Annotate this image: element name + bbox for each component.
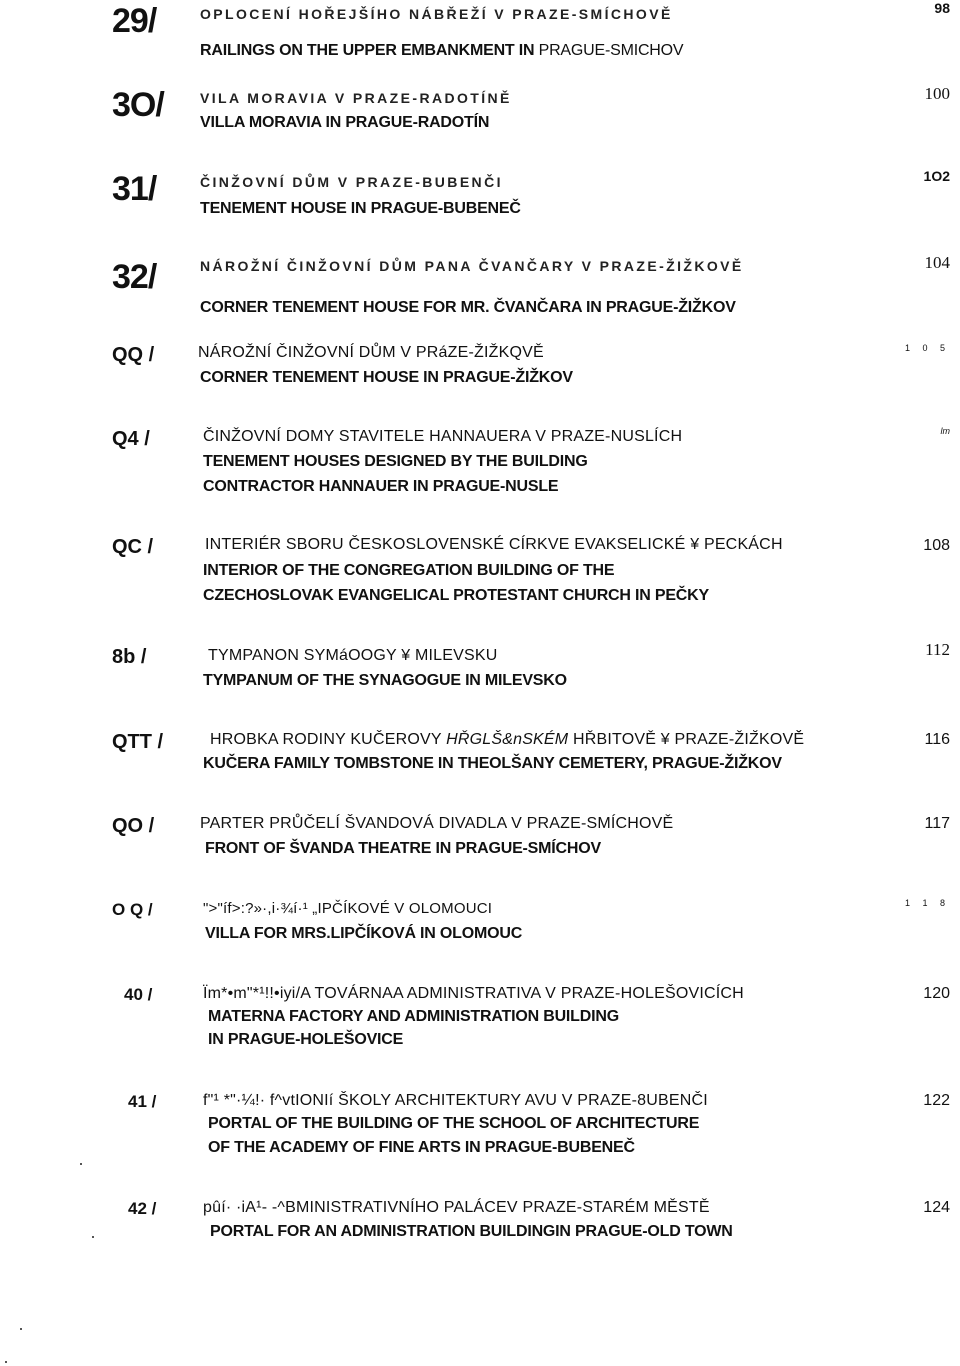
entry-number: 32/ xyxy=(112,258,157,296)
czech-title-part-a: HROBKA RODINY KUČEROVY xyxy=(210,731,442,748)
czech-title: ">"íf>:?»·,i·¾í·¹ „IPČÍKOVÉ V OLOMOUCI xyxy=(203,900,493,917)
english-title-bold: RAILINGS ON THE UPPER EMBANKMENT IN xyxy=(200,42,535,59)
page-number: 116 xyxy=(924,731,950,748)
entry-number: 29/ xyxy=(112,2,157,40)
english-title: CORNER TENEMENT HOUSE IN PRAGUE-ŽIŽKOV xyxy=(200,369,573,386)
page-number: 100 xyxy=(924,84,950,103)
czech-title-part-c: HŘBITOVĚ ¥ PRAZE-ŽIZ̆KOVĚ̆ xyxy=(573,731,805,748)
czech-title: PARTER PRŮČELÍ ŠVANDOVÁ DIVADLA V PRAZE-SMÍCHOVĚ xyxy=(200,815,674,832)
english-title xyxy=(200,42,683,60)
english-title-line2: IN PRAGUE-HOLEŠOVICE xyxy=(208,1031,404,1048)
czech-title xyxy=(210,731,804,749)
entry-number: 3O/ xyxy=(112,86,164,124)
entry-number: 40 / xyxy=(124,985,153,1004)
page-number: 108 xyxy=(923,537,950,554)
english-title: TYMPANUM OF THE SYNAGOGUE IN MILEVSKO xyxy=(203,672,567,689)
english-title: VILLA FOR MRS.LIPČÍKOVÁ IN OLOMOUC xyxy=(205,925,523,942)
english-title: KUČERA FAMILY TOMBSTONE IN THEOLŠANY CEMETERY, PRAGUE-ŽIŽKOV xyxy=(203,755,782,772)
entry-number: O Q / xyxy=(112,900,153,919)
english-title: TENEMENT HOUSE IN PRAGUE-BUBENEČ xyxy=(200,200,521,217)
czech-title: ČINŽOVNÍ DOMY STAVITELE HANNAUERA V PRAZE-NUSLÍCH xyxy=(203,428,683,445)
scan-speck xyxy=(92,1236,94,1238)
czech-title: ČINŽOVNÍ DŮM V PRAZE-BUBENČI xyxy=(200,174,503,190)
entry-number: 31/ xyxy=(112,170,157,208)
czech-title: INTERIÉR SBORU ČESKOSLOVENSKÉ CÍRKVE EVAKSELICKÉ ¥ PECKÁCH xyxy=(205,536,783,553)
entry-number: QC / xyxy=(112,536,154,558)
czech-title: VILA MORAVIA V PRAZE-RADOTÍNĚ xyxy=(200,90,512,106)
english-title: PORTAL FOR AN ADMINISTRATION BUILDINGIN PRAGUE-OLD TOWN xyxy=(210,1223,733,1240)
english-title: CORNER TENEMENT HOUSE FOR MR. ČVANČARA IN PRAGUE-ŽIŽKOV xyxy=(200,299,736,316)
scan-speck xyxy=(20,1328,22,1330)
entry-number: 8b / xyxy=(112,646,147,668)
czech-title: pûí· ·iA¹- -^BMINISTRATIVNÍHO PALÁCEV PRAZE-STARÉM MĚSTĚ xyxy=(203,1199,710,1216)
czech-title: OPLOCENÍ HOŘEJŠÍHO NÁBŘEŽÍ V PRAZE-SMÍCHOVĚ xyxy=(200,6,673,22)
page-number: 104 xyxy=(924,253,950,272)
english-title-line2: CZECHOSLOVAK EVANGELICAL PROTESTANT CHURCH IN PEČKY xyxy=(203,587,709,604)
page-number: 124 xyxy=(923,1199,950,1216)
english-title-line2: CONTRACTOR HANNAUER IN PRAGUE-NUSLE xyxy=(203,478,559,495)
czech-title: f"¹ *"·¼!· f^vtIONIí ŠKOLY ARCHITEKTURY AVU V PRAZE-8UBENČI xyxy=(203,1092,708,1109)
entry-number: QTT / xyxy=(112,731,164,753)
english-title: MATERNA FACTORY AND ADMINISTRATION BUILDING xyxy=(208,1008,619,1025)
czech-title-part-b: HŘGLŠ&nSKÉM xyxy=(446,731,569,748)
entry-number: Q4 / xyxy=(112,428,150,450)
entry-number: 41 / xyxy=(128,1092,157,1111)
czech-title: NÁROŽNÍ ČINŽOVNÍ DŮM PANA ČVANČARY V PRAZE-ŽIŽKOVĚ xyxy=(200,258,744,274)
page-number: 98 xyxy=(934,0,950,16)
english-title-tail: PRAGUE-SMICHOV xyxy=(538,42,684,59)
page-number: 1O2 xyxy=(923,168,950,184)
page-number: 122 xyxy=(923,1092,950,1109)
entry-number: QO / xyxy=(112,815,155,837)
english-title: PORTAL OF THE BUILDING OF THE SCHOOL OF ARCHITECTURE xyxy=(208,1115,700,1132)
scan-speck xyxy=(80,1163,82,1165)
page-number: 120 xyxy=(923,985,950,1002)
english-title: TENEMENT HOUSES DESIGNED BY THE BUILDING xyxy=(203,453,588,470)
page-number: 112 xyxy=(925,640,950,659)
page-number: 1 1 8 xyxy=(904,898,950,908)
entry-number: QQ / xyxy=(112,344,155,366)
page-number: 117 xyxy=(924,815,950,832)
page-number: 1 0 5 xyxy=(904,343,950,353)
english-title-line2: OF THE ACADEMY OF FINE ARTS IN PRAGUE-BUBENEČ xyxy=(208,1139,635,1156)
czech-title: Ïm*•m"*¹!!•iyi/A TOVÁRNAA ADMINISTRATIVA V PRAZE-HOLEŠOVICÍCH xyxy=(203,985,744,1002)
entry-number: 42 / xyxy=(128,1199,157,1218)
czech-title: TYMPANON SYMáOOGY ¥ MILEVSKU xyxy=(208,647,498,664)
czech-title: NÁROŽNÍ ČINŽOVNÍ DŮM V PRáZE-ŽIŽKQVĚ xyxy=(198,344,544,361)
english-title: VILLA MORAVIA IN PRAGUE-RADOTÍN xyxy=(200,114,490,131)
page-number: lm xyxy=(940,426,950,436)
english-title: INTERIOR OF THE CONGREGATION BUILDING OF THE xyxy=(203,562,615,579)
english-title: FRONT OF ŠVANDA THEATRE IN PRAGUE-SMÍCHOV xyxy=(205,840,601,857)
scan-speck xyxy=(5,1361,7,1363)
